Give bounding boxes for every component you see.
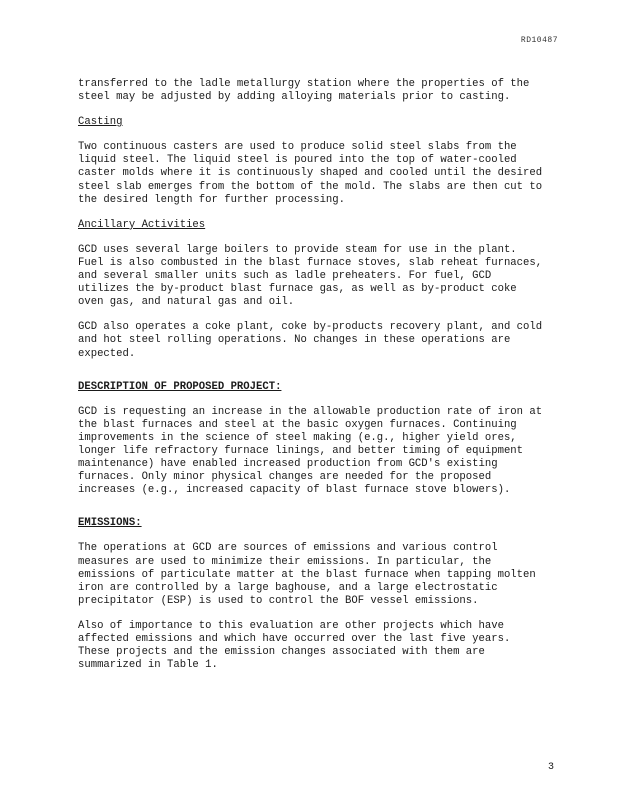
emissions-paragraph-2: Also of importance to this evaluation are other projects which have affected emissions and which have occurred over the last five years. These projects and the emission changes associated with them are summarized in Table 1. <box>78 619 511 672</box>
ancillary-paragraph-2: GCD also operates a coke plant, coke by-products recovery plant, and cold and hot steel rolling operations. No changes in these operations are expected. <box>78 321 543 360</box>
page-number: 3 <box>547 762 554 773</box>
ancillary-paragraph-1: GCD uses several large boilers to provide steam for use in the plant. Fuel is also combusted in the blast furnace stoves, slab reheat furnaces, and several smaller units such as ladle preheaters. For fuel, GCD utilizes the by-product blast furnace gas, as well as by-product coke oven gas, and natural gas and oil. <box>78 243 543 309</box>
casting-heading: Casting <box>78 116 123 129</box>
casting-paragraph: Two continuous casters are used to produce solid steel slabs from the liquid steel. The liquid steel is poured into the top of water-cooled caster molds where it is continuously shaped and cooled until the desired steel slab emerges from the bottom of the mold. The slabs are then cut to the desired length for further processing. <box>78 141 543 206</box>
emissions-heading: EMISSIONS: <box>78 517 142 530</box>
project-heading: DESCRIPTION OF PROPOSED PROJECT: <box>78 380 282 393</box>
emissions-paragraph-1: The operations at GCD are sources of emissions and various control measures are used to minimize their emissions. In particular, the emissions of particulate matter at the blast furnace when tapping molten iron are controlled by a large baghouse, and a large electrostatic precipitator (ESP) is used to control the BOF vessel emissions. <box>78 542 536 607</box>
document-body <box>78 78 548 684</box>
project-paragraph: GCD is requesting an increase in the allowable production rate of iron at the blast furnaces and steel at the basic oxygen furnaces. Continuing improvements in the science of steel making (e.g., higher yield ores, longer life refractory furnace linings, and better timing of equipment maintenance) have enabled increased production from GCD's existing furnaces. Only minor physical changes are needed for the proposed increases (e.g., increased capacity of blast furnace stove blowers). <box>78 405 543 497</box>
document-id: RD10487 <box>520 36 558 45</box>
intro-paragraph: transferred to the ladle metallurgy station where the properties of the steel may be adjusted by adding alloying materials prior to casting. <box>78 78 530 104</box>
ancillary-heading: Ancillary Activities <box>78 218 206 231</box>
